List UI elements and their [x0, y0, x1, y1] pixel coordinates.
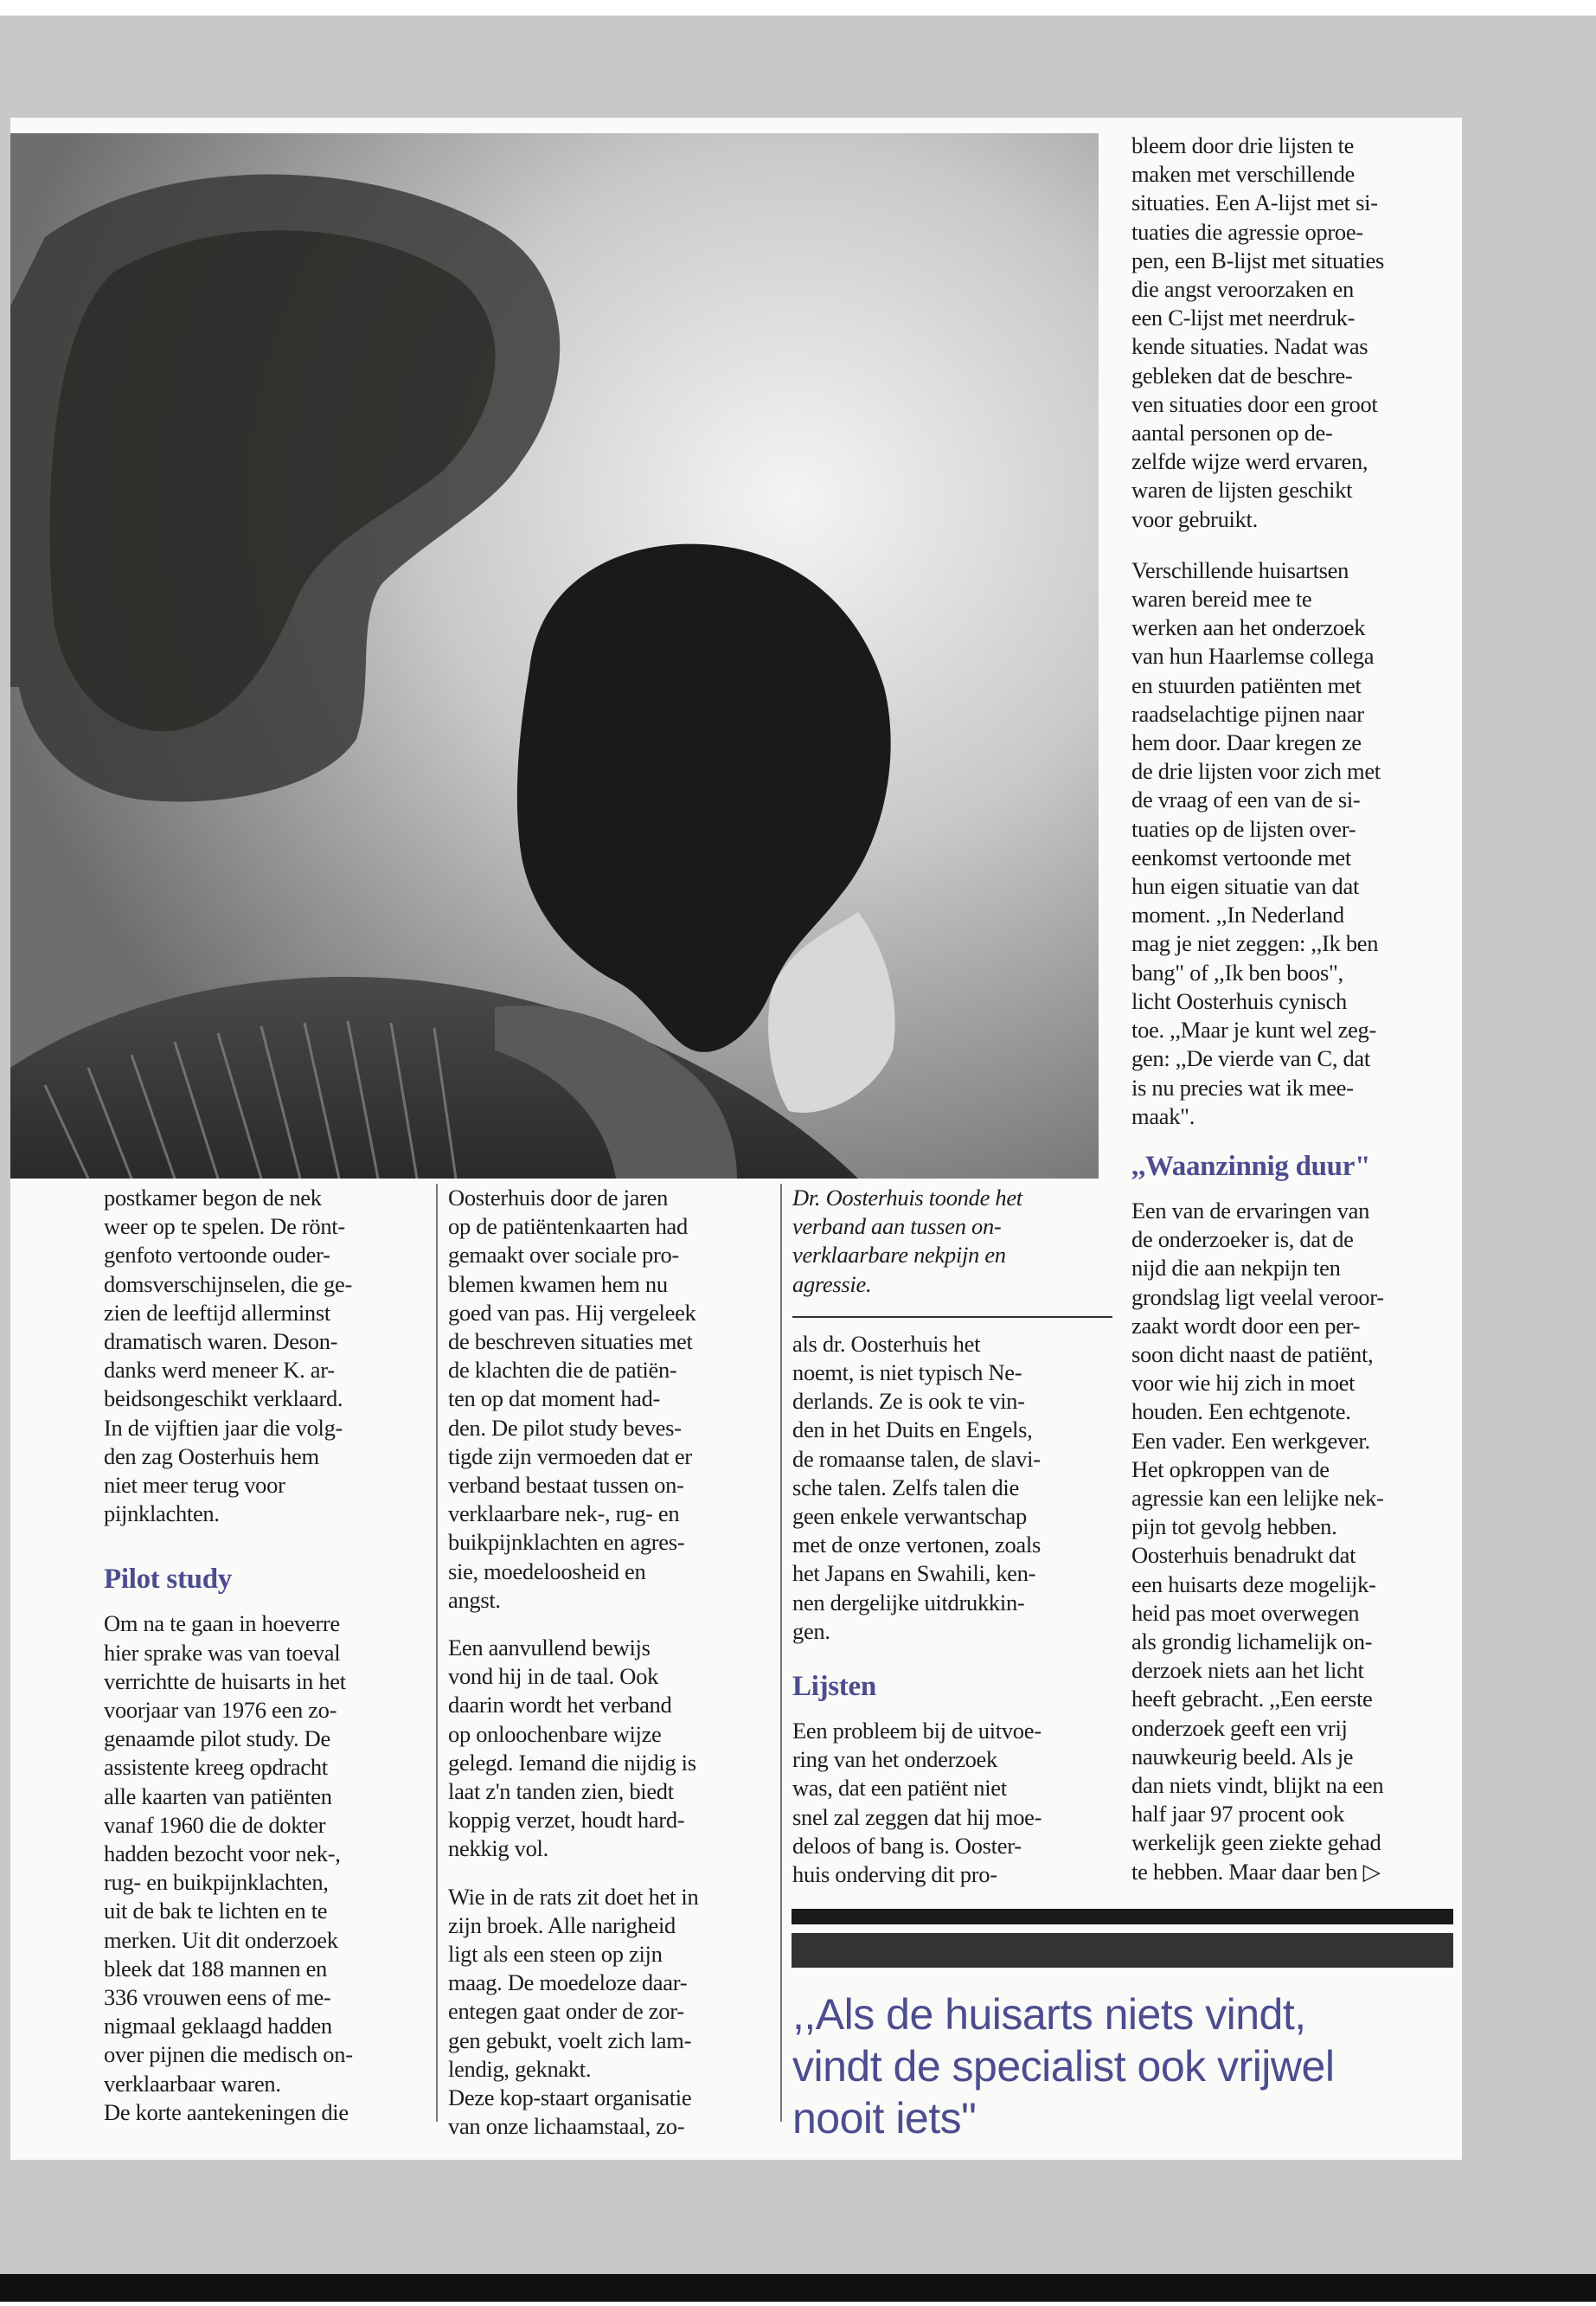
scan-edge-bottom — [0, 2274, 1596, 2302]
section-heading: ,,Waanzinnig duur" — [1131, 1150, 1371, 1182]
paragraph: Oosterhuis door de jaren op de patiëntenkaarten had gemaakt over sociale pro- blemen kwamen hem nu goed van pas. Hij vergeleek de beschreven situaties met de klachten die de patiën- ten op dat moment had- den. De pilot study beves- tigde zijn vermoeden dat er verband bestaat tussen on- verklaarbare nek-, rug- en buikpijnklachten en agres- sie, moedeloosheid en angst. — [448, 1185, 696, 1613]
paragraph: postkamer begon de nek weer op te spelen. De rönt- genfoto vertoonde ouder- domsverschijnselen, die ge- zien de leeftijd allerminst dramatisch waren. Deson- danks werd meneer K. ar- beidsongeschikt verklaard. In de vijftien jaar die volg- den zag Oosterhuis hem niet meer terug voor pijnklachten. — [104, 1185, 352, 1527]
section-heading: Pilot study — [104, 1564, 232, 1596]
column-1 — [104, 1184, 424, 2127]
page-number: 7 — [1434, 2272, 1451, 2305]
column-2 — [448, 1184, 773, 2142]
paragraph: Verschillende huisartsen waren bereid mee te werken aan het onderzoek van hun Haarlemse collega en stuurden patiënten met raadselachtige pijnen naar hem door. Daar kregen ze de drie lijsten voor zich met de vraag of een van de si- tuaties op de lijsten over- eenkomst vertoonde met hun eigen situatie van dat moment. ,,In Nederland mag je niet zeggen: ,,Ik ben bang" of ,,Ik ben boos", licht Oosterhuis cynisch toe. ,,Maar je kunt wel zeg- gen: ,,De vierde van C, dat is nu precies wat ik mee- maak". — [1131, 556, 1381, 1129]
pull-quote: ,,Als de huisarts niets vindt, vindt de specialist ook vrijwel nooit iets" — [792, 1990, 1335, 2142]
paragraph: bleem door drie lijsten te maken met verschillende situaties. Een A-lijst met si- tuaties die agressie oproe- pen, een B-lijst met situaties die angst veroorzaken en een C-lijst met neerdruk- kende situaties. Nadat was gebleken dat de beschre- ven situaties door een groot aantal personen op de- zelfde wijze werd ervaren, waren de lijsten geschikt voor gebruikt. — [1131, 132, 1385, 532]
paragraph: Om na te gaan in hoeverre hier sprake was van toeval verrichtte de huisarts in het voorjaar van 1976 een zo- genaamde pilot study. De assistente kreeg opdracht alle kaarten van patiënten vanaf 1960 die de dokter hadden bezocht voor nek-, rug- en buikpijnklachten, uit de bak te lichten en te merken. Uit dit onderzoek bleek dat 188 mannen en 336 vrouwen eens of me- nigmaal geklaagd hadden over pijnen die medisch on- verklaarbaar waren. De korte aantekeningen die — [104, 1610, 353, 2125]
photo-caption: Dr. Oosterhuis toonde het verband aan tussen on- verklaarbare nekpijn en agressie. — [792, 1185, 1022, 1297]
column-divider — [436, 1184, 438, 2122]
scan-border-left — [0, 118, 10, 2160]
caption-rule — [792, 1316, 1112, 1318]
paragraph: Een aanvullend bewijs vond hij in de taal. Ook daarin wordt het verband op onloochenbare wijze gelegd. Iemand die nijdig is laat z'n tanden zien, biedt koppig verzet, houdt hard- nekkig vol. — [448, 1635, 696, 1862]
scan-border-right — [1462, 118, 1596, 2160]
paragraph: Een van de ervaringen van de onderzoeker is, dat de nijd die aan nekpijn ten grondslag ligt veelal veroor- zaakt wordt door een per- soon dicht naast de patiënt, voor wie hij zich in moet houden. Een echtgenote. Een vader. Een werkgever. Het opkroppen van de agressie kan een lelijke nek- pijn tot gevolg hebben. Oosterhuis benadrukt dat een huisarts deze mogelijk- heid pas moet overwegen als grondig lichamelijk on- derzoek niets aan het licht heeft gebracht. ,,Een eerste onderzoek geeft een vrij nauwkeurig beeld. Als je dan niets vindt, blijkt na een half jaar 97 procent ook werkelijk geen ziekte gehad te hebben. Maar daar ben ▷ — [1131, 1197, 1384, 1885]
column-3 — [792, 1184, 1112, 1889]
pullquote-bar — [792, 1933, 1453, 1968]
column-4 — [1131, 132, 1452, 1886]
paragraph: Wie in de rats zit doet het in zijn broek. Alle narigheid ligt als een steen op zijn maag. De moedeloze daar- entegen gaat onder de zor- gen gebukt, voelt zich lam- lendig, geknakt. Deze kop-staart organisatie van onze lichaamstaal, zo- — [448, 1883, 699, 2140]
paragraph: als dr. Oosterhuis het noemt, is niet typisch Ne- derlands. Ze is ook te vin- den in het Duits en Engels, de romaanse talen, de slavi- sche talen. Zelfs talen die geen enkele verwantschap met de onze vertonen, zoals het Japans en Swahili, ken- nen dergelijke uitdrukkin- gen. — [792, 1330, 1041, 1644]
pullquote-bar-top — [792, 1909, 1453, 1924]
photo-illustration — [10, 133, 1099, 1179]
scan-top-margin — [0, 0, 1596, 16]
scan-border-bottom — [0, 2160, 1596, 2274]
scan-border-top — [0, 16, 1596, 118]
paragraph: Een probleem bij de uitvoe- ring van het onderzoek was, dat een patiënt niet snel zal zeggen dat hij moe- deloos of bang is. Ooster- huis onderving dit pro- — [792, 1718, 1042, 1888]
magazine-page — [10, 118, 1462, 2305]
woman-shadow-photo — [10, 133, 1099, 1179]
column-divider — [780, 1184, 782, 2122]
section-heading: Lijsten — [792, 1671, 876, 1703]
